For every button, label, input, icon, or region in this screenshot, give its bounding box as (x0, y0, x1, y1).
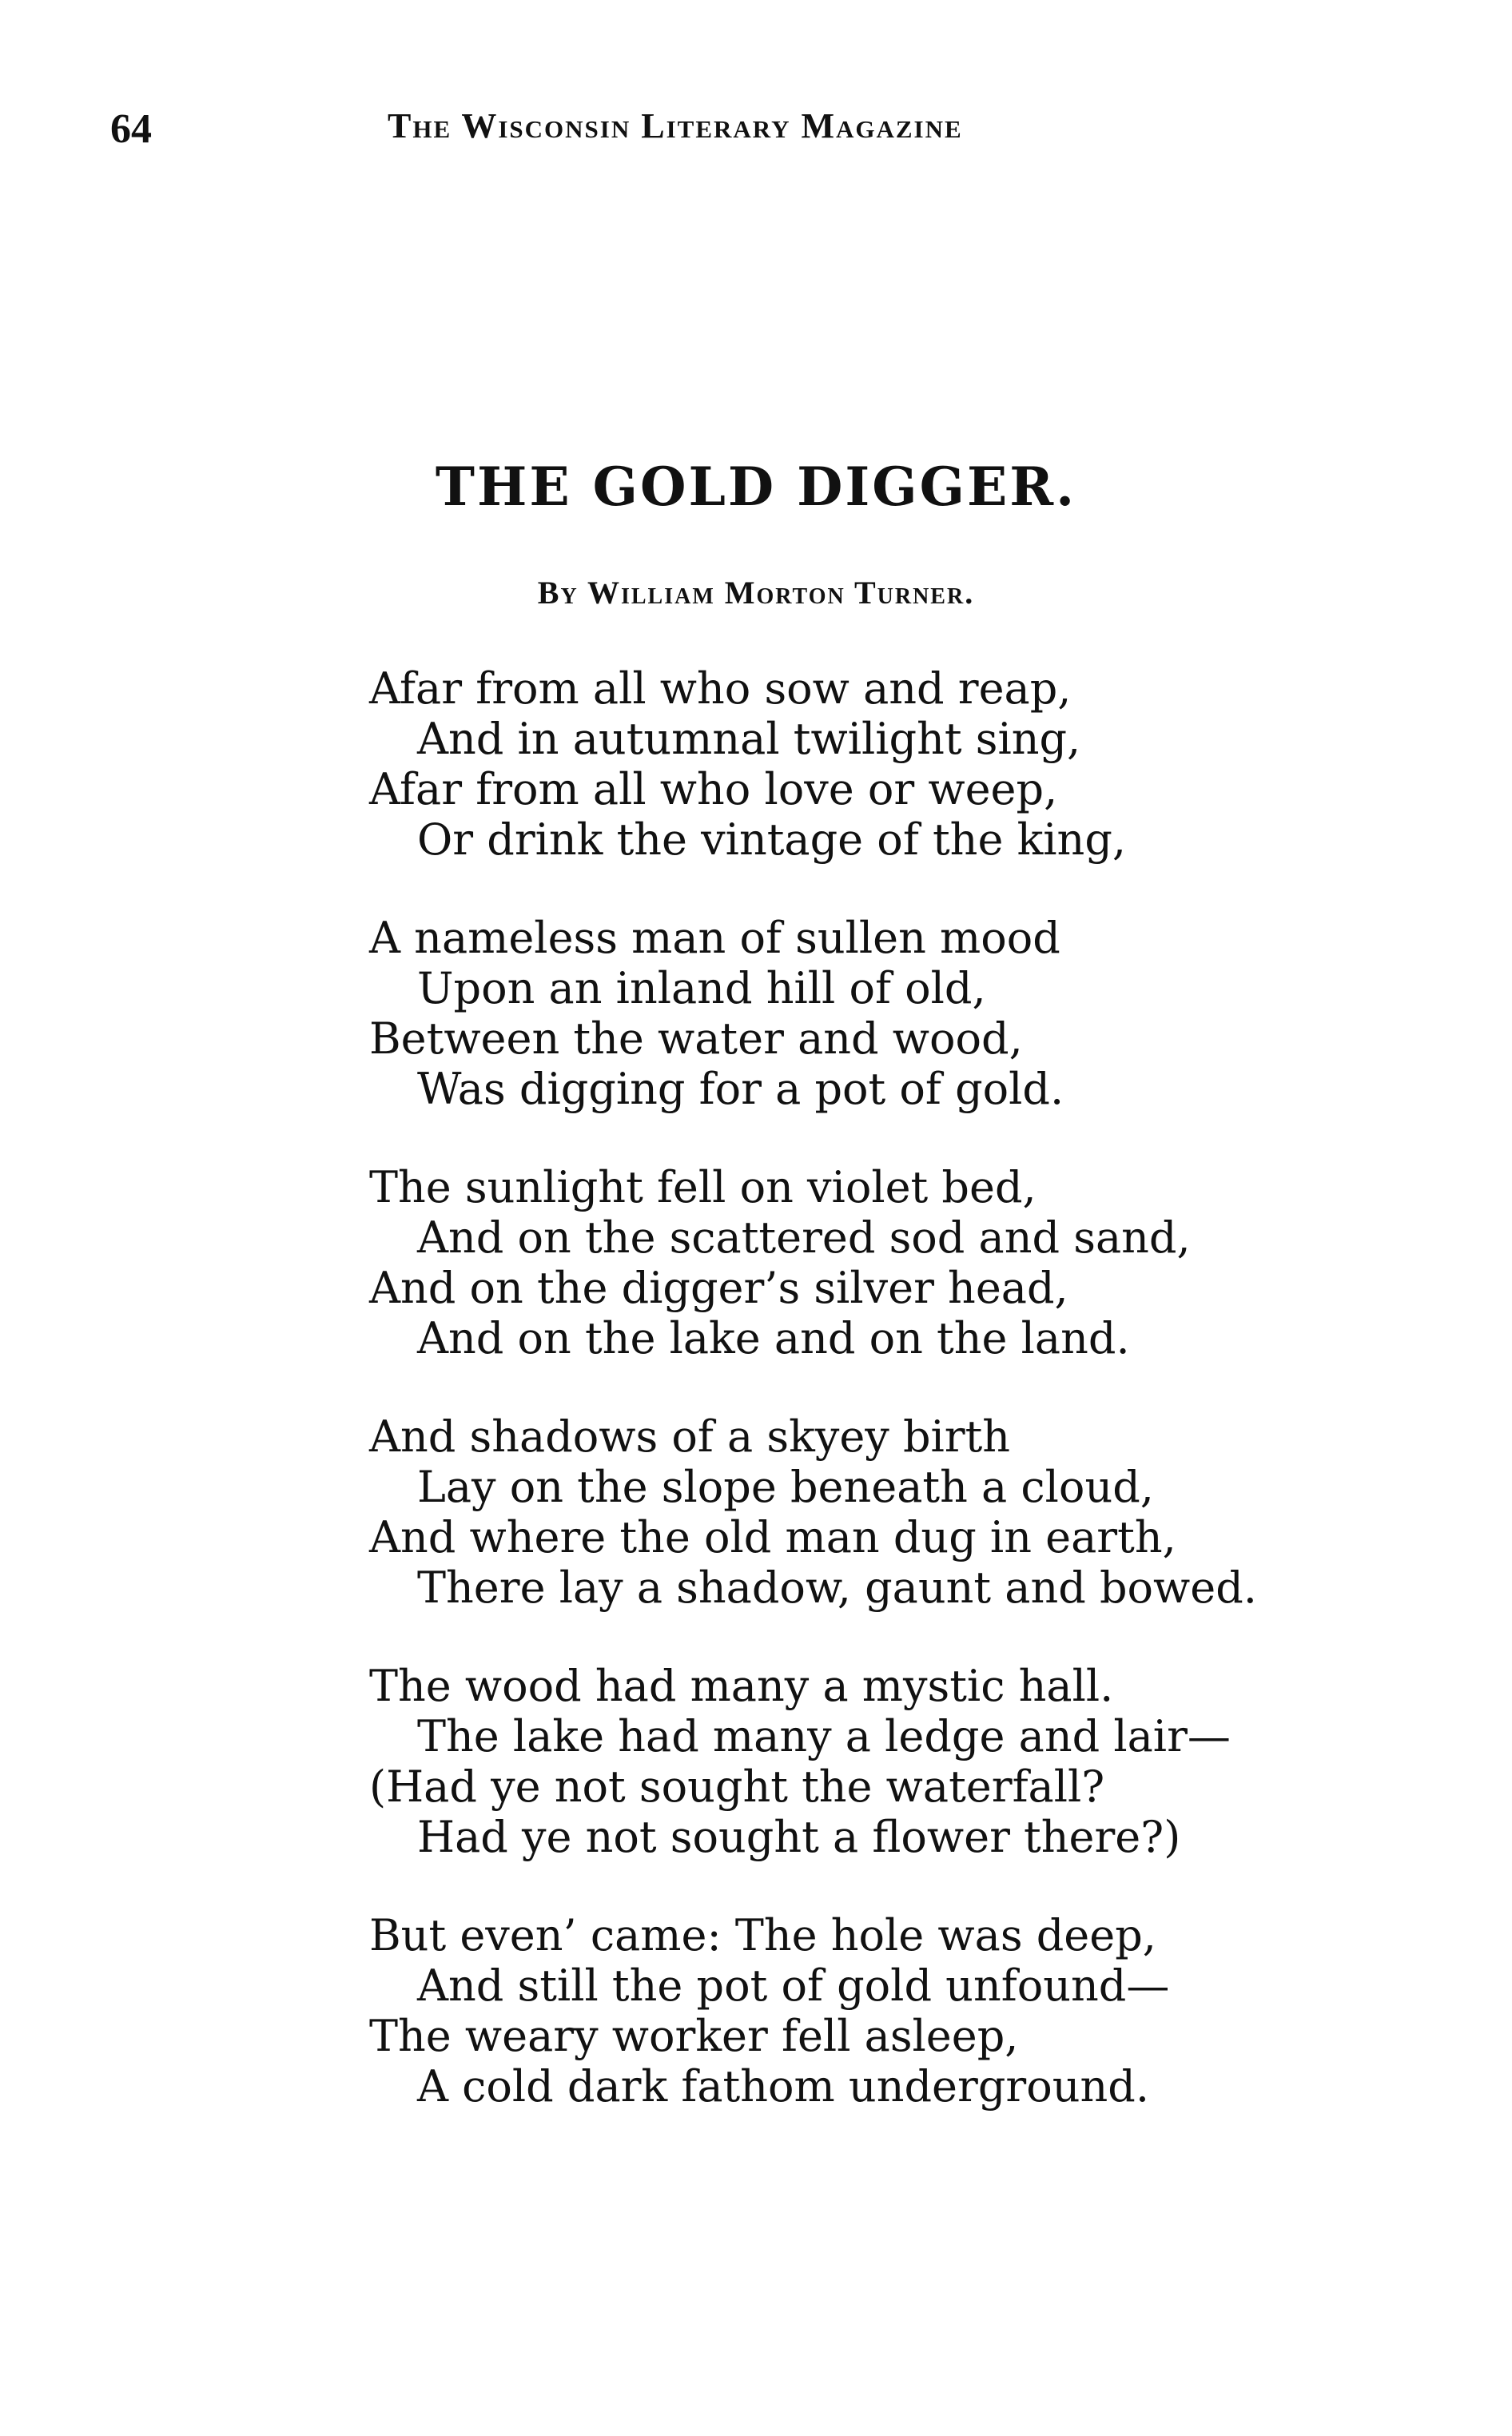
poem-line: Between the water and wood, (369, 1013, 1023, 1064)
byline: By William Morton Turner. (537, 575, 975, 611)
poem-line: The lake had many a ledge and lair— (417, 1711, 1231, 1761)
stanza (369, 663, 1408, 865)
poem-line: Lay on the slope beneath a cloud, (417, 1462, 1154, 1512)
poem-line: A cold dark fathom underground. (417, 2061, 1149, 2112)
poem-line: The weary worker fell asleep, (369, 2011, 1019, 2061)
poem-line: And where the old man dug in earth, (369, 1512, 1176, 1562)
poem-title: THE GOLD DIGGER. (435, 456, 1077, 518)
poem-line: And shadows of a skyey birth (369, 1411, 1011, 1462)
poem-line: Was digging for a pot of gold. (417, 1064, 1064, 1114)
poem-line: And in autumnal twilight sing, (417, 714, 1081, 764)
stanza (369, 1162, 1408, 1363)
stanza (369, 1910, 1408, 2112)
poem-line: And on the lake and on the land. (417, 1313, 1130, 1363)
poem-line: But even’ came: The hole was deep, (369, 1910, 1156, 1960)
poem-line: The sunlight fell on violet bed, (369, 1162, 1037, 1212)
poem-line: And on the digger’s silver head, (369, 1263, 1068, 1313)
page-number: 64 (110, 106, 152, 152)
poem-line: And on the scattered sod and sand, (417, 1212, 1191, 1263)
poem-line: Afar from all who sow and reap, (369, 663, 1072, 714)
poem-line: There lay a shadow, gaunt and bowed. (417, 1562, 1257, 1613)
poem-line: Upon an inland hill of old, (417, 963, 986, 1013)
poem-line: And still the pot of gold unfound— (417, 1960, 1170, 2011)
poem-body (369, 663, 1408, 2159)
running-head: The Wisconsin Literary Magazine (388, 106, 963, 145)
poem-line: Or drink the vintage of the king, (417, 814, 1127, 865)
stanza (369, 1411, 1408, 1613)
poem-line: (Had ye not sought the waterfall? (369, 1761, 1105, 1812)
poem-line: Had ye not sought a flower there?) (417, 1812, 1181, 1862)
poem-line: The wood had many a mystic hall. (369, 1661, 1114, 1711)
stanza (369, 913, 1408, 1114)
stanza (369, 1661, 1408, 1862)
poem-line: Afar from all who love or weep, (369, 764, 1058, 814)
poem-line: A nameless man of sullen mood (369, 913, 1060, 963)
